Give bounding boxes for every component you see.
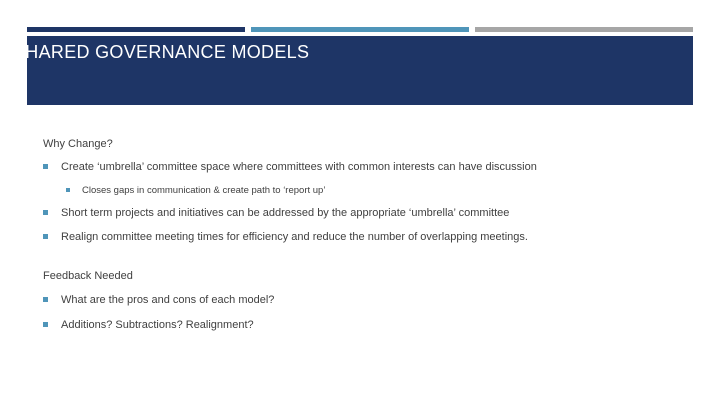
section-heading-why-change: Why Change?: [43, 138, 113, 150]
accent-stripe-blue: [251, 27, 469, 32]
bullet-text: Create ‘umbrella’ committee space where committees with common interests can have discussion: [61, 161, 537, 173]
accent-stripe-gray: [475, 27, 693, 32]
bullet-text: Realign committee meeting times for efficiency and reduce the number of overlapping meetings.: [61, 231, 528, 243]
bullet-text: What are the pros and cons of each model?: [61, 294, 275, 306]
square-bullet-icon: [43, 210, 48, 215]
square-bullet-icon: [43, 164, 48, 169]
accent-stripe-dark: [27, 27, 245, 32]
bullet-text: Short term projects and initiatives can be addressed by the appropriate ‘umbrella’ committee: [61, 207, 510, 219]
slide-content: [43, 137, 683, 331]
section-heading-feedback: Feedback Needed: [43, 270, 133, 282]
square-bullet-icon: [43, 322, 48, 327]
bullet-text: Additions? Subtractions? Realignment?: [61, 319, 254, 331]
square-bullet-icon: [66, 188, 70, 192]
square-bullet-icon: [43, 297, 48, 302]
square-bullet-icon: [43, 234, 48, 239]
sub-bullet-text: Closes gaps in communication & create path to ‘report up’: [82, 185, 326, 196]
slide-title: SHARED GOVERNANCE MODELS: [13, 42, 310, 62]
